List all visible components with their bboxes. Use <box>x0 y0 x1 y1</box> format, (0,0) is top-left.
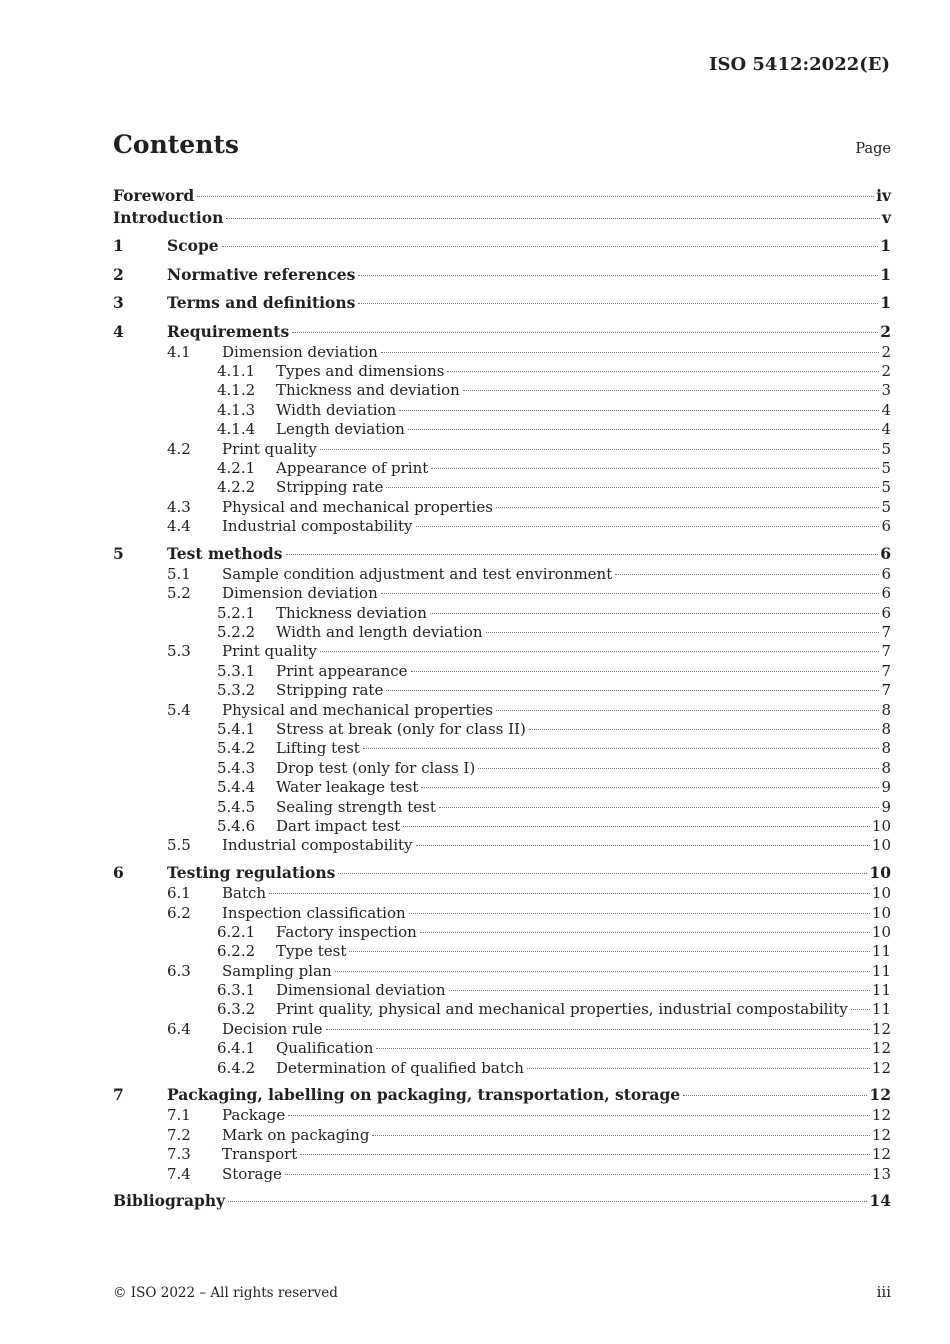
dot-leader <box>496 507 880 508</box>
dot-leader <box>222 246 879 247</box>
toc-entry-title: Physical and mechanical properties <box>222 497 493 516</box>
dot-leader <box>399 410 879 411</box>
dot-leader <box>326 1029 870 1030</box>
toc-entry[interactable] <box>113 185 891 207</box>
toc-entry-title: Transport <box>222 1145 298 1164</box>
toc-entry-title: Factory inspection <box>276 922 417 941</box>
toc-entry-page: 1 <box>880 236 891 256</box>
dot-leader <box>300 1154 870 1155</box>
toc-entry-number: 5.3 <box>167 642 191 661</box>
toc-entry-title: Lifting test <box>276 739 360 758</box>
toc-entry-title: Determination of qualified batch <box>276 1058 524 1077</box>
toc-entry-title: Thickness deviation <box>276 603 427 622</box>
toc-entry-title: Foreword <box>113 186 195 205</box>
toc-entry-title: Packaging, labelling on packaging, transportation, storage <box>167 1085 681 1105</box>
toc-entry[interactable] <box>113 235 891 257</box>
toc-entry-page: 14 <box>869 1191 891 1211</box>
toc-entry-page: 5 <box>881 458 891 477</box>
toc-entry-page: 4 <box>881 420 891 439</box>
toc-entry-page: 10 <box>871 836 891 855</box>
toc-entry-title: Industrial compostability <box>222 517 413 536</box>
toc-entry-number: 6.2.1 <box>217 922 256 941</box>
dot-leader <box>338 873 867 874</box>
toc-entry-page: 11 <box>871 1000 891 1019</box>
toc-entry-page: 11 <box>871 981 891 1000</box>
toc-entry-title: Print quality, physical and mechanical properties, industrial compostability <box>276 1000 848 1019</box>
toc-entry-title: Dimensional deviation <box>276 981 446 1000</box>
toc-entry[interactable] <box>113 923 891 942</box>
toc-entry-page: 13 <box>871 1164 891 1183</box>
dot-leader <box>386 487 879 488</box>
toc-entry-page: 11 <box>871 942 891 961</box>
toc-entry-title: Sampling plan <box>222 961 332 980</box>
toc-entry[interactable] <box>113 642 891 661</box>
toc-entry[interactable] <box>113 1165 891 1184</box>
toc-entry-number: 6.2 <box>167 903 191 922</box>
toc-entry-number: 6.4.2 <box>217 1058 256 1077</box>
toc-entry[interactable] <box>113 604 891 623</box>
dot-leader <box>286 554 879 555</box>
toc-entry[interactable] <box>113 292 891 314</box>
toc-entry-number: 5.2.1 <box>217 603 256 622</box>
toc-entry-title: Qualification <box>276 1039 374 1058</box>
dot-leader <box>228 1201 867 1202</box>
toc-entry[interactable] <box>113 739 891 758</box>
dot-leader <box>288 1115 870 1116</box>
toc-entry-number: 4.1.4 <box>217 420 256 439</box>
toc-entry-page: 12 <box>871 1019 891 1038</box>
toc-entry-page: 10 <box>869 863 891 883</box>
toc-entry[interactable] <box>113 362 891 381</box>
toc-entry-title: Stripping rate <box>276 681 384 700</box>
dot-leader <box>285 1174 870 1175</box>
toc-entry-number: 4.2.1 <box>217 458 256 477</box>
toc-entry-number: 4.1.3 <box>217 400 256 419</box>
toc-entry-title: Water leakage test <box>276 778 419 797</box>
dot-leader <box>420 932 870 933</box>
toc-entry-title: Terms and definitions <box>167 293 356 313</box>
dot-leader <box>269 893 870 894</box>
toc-entry-title: Test methods <box>167 543 283 563</box>
toc-entry-page: 7 <box>881 661 891 680</box>
dot-leader <box>496 710 880 711</box>
toc-entry-title: Mark on packaging <box>222 1125 370 1144</box>
toc-entry-page: 10 <box>871 903 891 922</box>
dot-leader <box>683 1095 867 1096</box>
toc-entry-title: Batch <box>222 884 267 903</box>
toc-entry[interactable] <box>113 981 891 1000</box>
document-id: ISO 5412:2022(E) <box>709 54 890 75</box>
toc-entry-page: v <box>881 208 891 227</box>
dot-leader <box>851 1009 870 1010</box>
toc-entry-page: 8 <box>881 719 891 738</box>
toc-entry[interactable] <box>113 884 891 903</box>
toc-entry[interactable] <box>113 321 891 343</box>
dot-leader <box>358 303 878 304</box>
toc-entry-title: Requirements <box>167 321 290 341</box>
dot-leader <box>486 632 880 633</box>
toc-entry[interactable] <box>113 517 891 536</box>
dot-leader <box>431 468 879 469</box>
toc-entry-page: 7 <box>881 681 891 700</box>
toc-entry-number: 6.3.2 <box>217 1000 256 1019</box>
toc-entry-number: 6.3.1 <box>217 981 256 1000</box>
toc-entry-number: 4.2.2 <box>217 478 256 497</box>
toc-entry-title: Print quality <box>222 642 317 661</box>
toc-entry-title: Drop test (only for class I) <box>276 758 476 777</box>
toc-entry[interactable] <box>113 264 891 286</box>
toc-entry[interactable] <box>113 343 891 362</box>
toc-entry-page: 6 <box>880 543 891 563</box>
toc-entry-title: Introduction <box>113 208 224 227</box>
toc-entry-number: 6.1 <box>167 884 191 903</box>
toc-entry-number: 5.2 <box>167 584 191 603</box>
dot-leader <box>320 449 880 450</box>
dot-leader <box>403 826 870 827</box>
toc-entry-number: 2 <box>113 264 124 284</box>
toc-entry-title: Inspection classification <box>222 903 406 922</box>
toc-entry[interactable] <box>113 1084 891 1106</box>
toc-entry-title: Storage <box>222 1164 282 1183</box>
dot-leader <box>363 748 880 749</box>
toc-entry-title: Type test <box>276 942 347 961</box>
toc-entry-page: 6 <box>881 603 891 622</box>
dot-leader <box>381 352 880 353</box>
dot-leader <box>463 390 880 391</box>
toc-entry-number: 5.4 <box>167 700 191 719</box>
toc-entry[interactable] <box>113 420 891 439</box>
toc-entry-page: 12 <box>871 1106 891 1125</box>
toc-entry-page: 6 <box>881 517 891 536</box>
toc-entry[interactable] <box>113 904 891 923</box>
toc-entry-title: Package <box>222 1106 286 1125</box>
dot-leader <box>421 787 879 788</box>
toc-entry[interactable] <box>113 459 891 478</box>
dot-leader <box>447 371 879 372</box>
toc-entry-page: 10 <box>871 922 891 941</box>
toc-entry-page: 8 <box>881 700 891 719</box>
dot-leader <box>529 729 880 730</box>
dot-leader <box>197 196 874 197</box>
toc-entry-number: 6.4.1 <box>217 1039 256 1058</box>
dot-leader <box>335 971 870 972</box>
dot-leader <box>615 574 879 575</box>
toc-entry-number: 5 <box>113 543 124 563</box>
toc-entry-page: 6 <box>881 564 891 583</box>
toc-entry-page: 8 <box>881 758 891 777</box>
dot-leader <box>320 651 880 652</box>
toc-entry-title: Industrial compostability <box>222 836 413 855</box>
toc-entry-number: 7 <box>113 1085 124 1105</box>
toc-entry[interactable] <box>113 759 891 778</box>
dot-leader <box>358 275 878 276</box>
toc-entry-number: 7.2 <box>167 1125 191 1144</box>
dot-leader <box>439 807 880 808</box>
toc-entry-number: 5.4.6 <box>217 816 256 835</box>
dot-leader <box>376 1048 870 1049</box>
toc-entry-title: Dimension deviation <box>222 584 378 603</box>
toc-entry-title: Decision rule <box>222 1019 323 1038</box>
toc-entry-page: 9 <box>881 797 891 816</box>
toc-entry-number: 7.1 <box>167 1106 191 1125</box>
toc-entry-page: 5 <box>881 439 891 458</box>
toc-entry-number: 4.1.1 <box>217 361 256 380</box>
toc-entry[interactable] <box>113 662 891 681</box>
toc-entry-page: 12 <box>871 1058 891 1077</box>
dot-leader <box>372 1135 869 1136</box>
toc-entry-number: 1 <box>113 236 124 256</box>
toc-entry-number: 6.3 <box>167 961 191 980</box>
toc-entry-page: 12 <box>871 1039 891 1058</box>
toc-entry-title: Appearance of print <box>276 458 429 477</box>
toc-entry[interactable] <box>113 584 891 603</box>
toc-entry-page: 5 <box>881 497 891 516</box>
toc-entry-page: 2 <box>880 321 891 341</box>
toc-entry-page: 12 <box>869 1085 891 1105</box>
toc-entry-title: Print appearance <box>276 661 408 680</box>
toc-entry-number: 6.2.2 <box>217 942 256 961</box>
toc-entry-title: Print quality <box>222 439 317 458</box>
dot-leader <box>409 913 870 914</box>
dot-leader <box>449 990 870 991</box>
toc-entry[interactable] <box>113 836 891 855</box>
toc-entry[interactable] <box>113 1190 891 1212</box>
toc-entry-title: Stripping rate <box>276 478 384 497</box>
toc-entry[interactable] <box>113 1126 891 1145</box>
toc-entry-number: 5.4.2 <box>217 739 256 758</box>
toc-entry-number: 5.3.1 <box>217 661 256 680</box>
dot-leader <box>408 429 880 430</box>
toc-entry[interactable] <box>113 207 891 229</box>
page-number: iii <box>876 1283 891 1301</box>
dot-leader <box>349 951 870 952</box>
dot-leader <box>478 768 879 769</box>
toc-entry-title: Sample condition adjustment and test environment <box>222 564 613 583</box>
toc-entry[interactable] <box>113 565 891 584</box>
toc-entry-title: Stress at break (only for class II) <box>276 719 526 738</box>
toc-entry-page: 2 <box>881 342 891 361</box>
toc-entry[interactable] <box>113 681 891 700</box>
toc-entry-page: 11 <box>871 961 891 980</box>
toc-entry-number: 7.3 <box>167 1145 191 1164</box>
toc-entry-title: Width deviation <box>276 400 397 419</box>
dot-leader <box>226 218 880 219</box>
toc-entry-title: Normative references <box>167 264 356 284</box>
toc-entry-number: 6 <box>113 863 124 883</box>
toc-entry-title: Length deviation <box>276 420 405 439</box>
toc-entry-number: 3 <box>113 293 124 313</box>
toc-entry-number: 4.4 <box>167 517 191 536</box>
table-of-contents <box>113 185 891 1212</box>
toc-entry-number: 4.1.2 <box>217 381 256 400</box>
toc-entry-page: 12 <box>871 1125 891 1144</box>
copyright-notice: © ISO 2022 – All rights reserved <box>113 1285 338 1301</box>
page-column-label: Page <box>855 141 891 157</box>
toc-entry[interactable] <box>113 1039 891 1058</box>
toc-entry[interactable] <box>113 1145 891 1164</box>
toc-entry-page: 1 <box>880 264 891 284</box>
dot-leader <box>416 845 870 846</box>
toc-entry[interactable] <box>113 962 891 981</box>
toc-entry-page: iv <box>876 186 891 205</box>
toc-entry-number: 5.1 <box>167 564 191 583</box>
toc-entry[interactable] <box>113 478 891 497</box>
toc-entry[interactable] <box>113 862 891 884</box>
toc-entry-page: 8 <box>881 739 891 758</box>
toc-entry[interactable] <box>113 440 891 459</box>
toc-entry-page: 3 <box>881 381 891 400</box>
toc-entry-page: 10 <box>871 816 891 835</box>
toc-entry[interactable] <box>113 720 891 739</box>
toc-entry-title: Testing regulations <box>167 863 336 883</box>
toc-entry-title: Bibliography <box>113 1191 226 1211</box>
toc-entry[interactable] <box>113 942 891 961</box>
toc-entry[interactable] <box>113 543 891 565</box>
dot-leader <box>381 593 880 594</box>
toc-entry-number: 5.4.1 <box>217 719 256 738</box>
toc-entry-title: Thickness and deviation <box>276 381 460 400</box>
toc-entry[interactable] <box>113 817 891 836</box>
toc-entry-title: Scope <box>167 236 219 256</box>
toc-entry-page: 10 <box>871 884 891 903</box>
toc-entry-page: 9 <box>881 778 891 797</box>
toc-entry[interactable] <box>113 778 891 797</box>
toc-entry[interactable] <box>113 1020 891 1039</box>
toc-entry-title: Physical and mechanical properties <box>222 700 493 719</box>
dot-leader <box>292 332 878 333</box>
page-title: Contents <box>113 130 240 159</box>
toc-entry[interactable] <box>113 381 891 400</box>
toc-entry[interactable] <box>113 798 891 817</box>
toc-entry-number: 5.2.2 <box>217 623 256 642</box>
toc-entry-number: 7.4 <box>167 1164 191 1183</box>
toc-entry[interactable] <box>113 1059 891 1078</box>
toc-entry-title: Types and dimensions <box>276 361 445 380</box>
toc-entry-number: 4.3 <box>167 497 191 516</box>
toc-entry-number: 5.3.2 <box>217 681 256 700</box>
toc-entry-number: 5.4.4 <box>217 778 256 797</box>
dot-leader <box>386 690 879 691</box>
toc-entry-page: 4 <box>881 400 891 419</box>
dot-leader <box>411 671 880 672</box>
toc-entry-number: 5.4.3 <box>217 758 256 777</box>
toc-entry-number: 4.1 <box>167 342 191 361</box>
dot-leader <box>527 1068 870 1069</box>
toc-entry[interactable] <box>113 623 891 642</box>
toc-entry-page: 1 <box>880 293 891 313</box>
toc-entry[interactable] <box>113 498 891 517</box>
toc-entry-title: Sealing strength test <box>276 797 436 816</box>
toc-entry-page: 5 <box>881 478 891 497</box>
toc-entry-title: Dimension deviation <box>222 342 378 361</box>
toc-entry-number: 4 <box>113 321 124 341</box>
toc-entry-number: 4.2 <box>167 439 191 458</box>
toc-entry-page: 7 <box>881 623 891 642</box>
toc-entry[interactable] <box>113 1000 891 1019</box>
toc-entry-page: 7 <box>881 642 891 661</box>
toc-entry-number: 5.5 <box>167 836 191 855</box>
toc-entry[interactable] <box>113 701 891 720</box>
dot-leader <box>430 613 880 614</box>
toc-entry-page: 2 <box>881 361 891 380</box>
toc-entry-title: Width and length deviation <box>276 623 483 642</box>
toc-entry-page: 6 <box>881 584 891 603</box>
dot-leader <box>416 526 880 527</box>
toc-entry-number: 6.4 <box>167 1019 191 1038</box>
toc-entry-page: 12 <box>871 1145 891 1164</box>
toc-entry[interactable] <box>113 1106 891 1125</box>
toc-entry[interactable] <box>113 401 891 420</box>
toc-entry-number: 5.4.5 <box>217 797 256 816</box>
toc-entry-title: Dart impact test <box>276 816 401 835</box>
